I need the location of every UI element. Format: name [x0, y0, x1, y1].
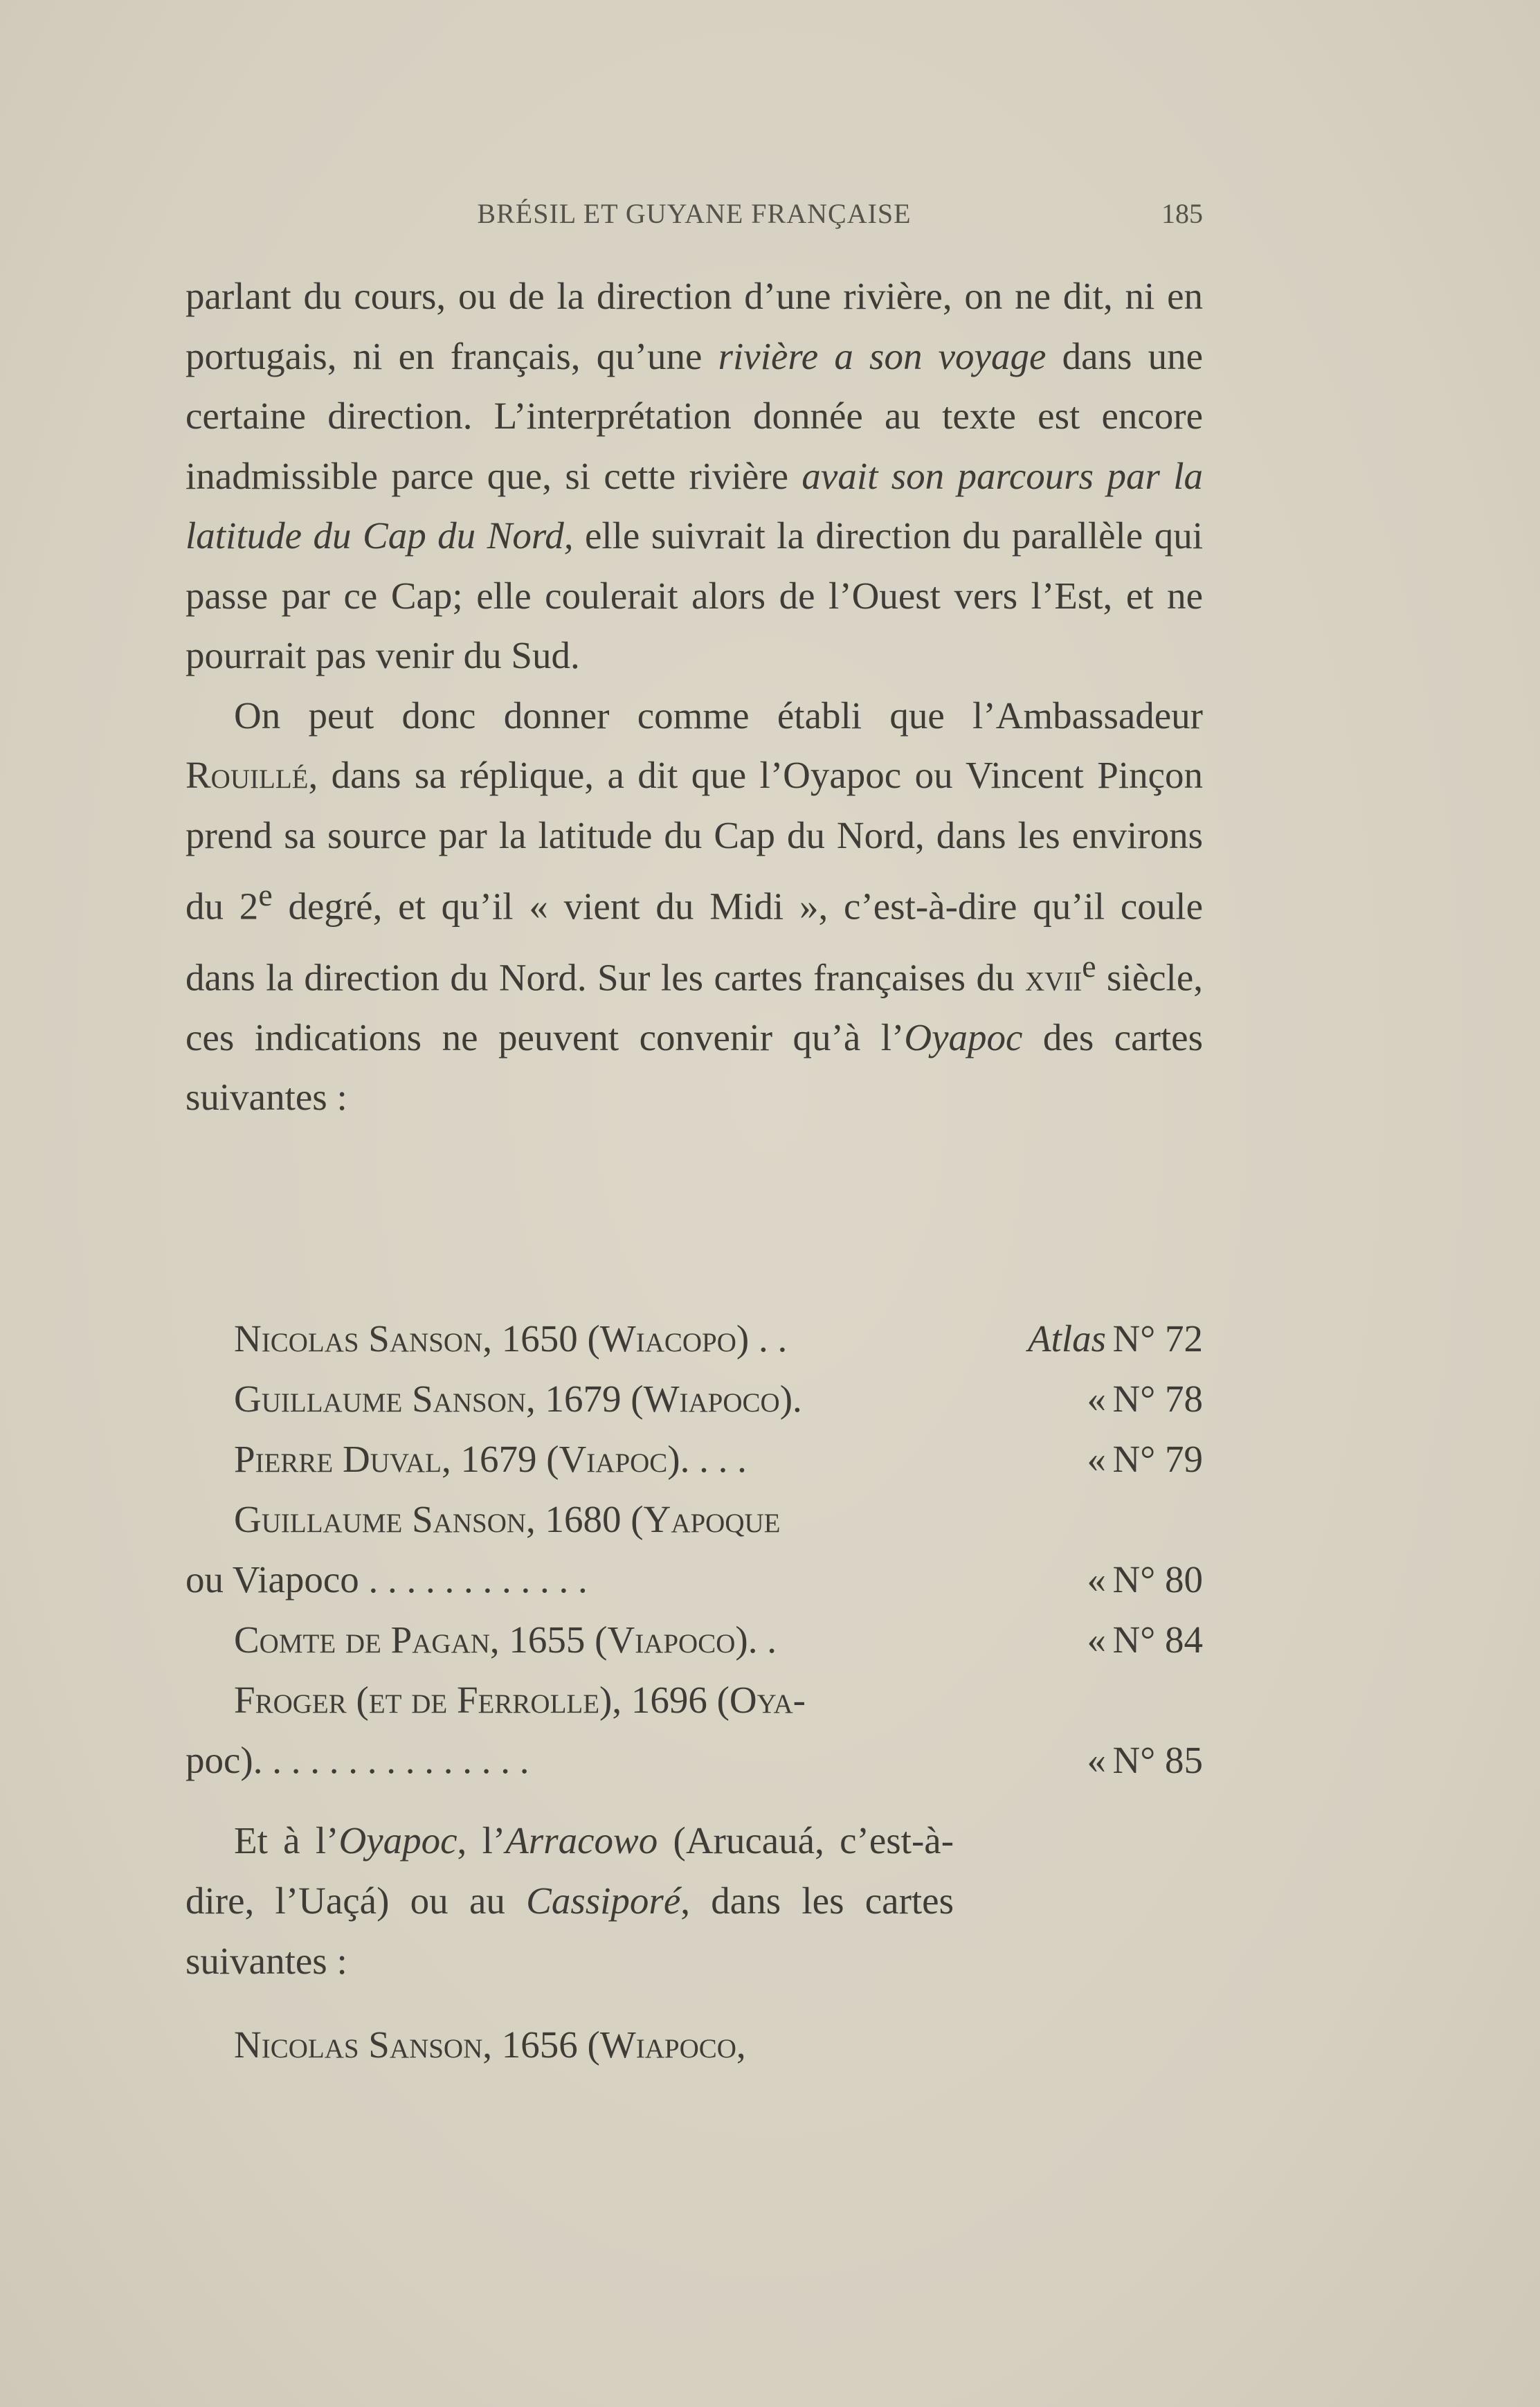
closing-paragraph: [185, 1810, 954, 1991]
paragraph-1-text-a: parlant du cours, ou de la direction d’une rivière, on ne dit, ni en portugais, ni en français, qu’une: [185, 275, 1203, 377]
ditto-mark: «: [1087, 1378, 1106, 1420]
final-entry: Nicolas Sanson, 1656 (Wiapoco,: [234, 2023, 746, 2066]
paragraph-3-text-a: Et à l’: [234, 1819, 339, 1861]
map-entry: Froger (et de Ferrolle), 1696 (Oya-: [234, 1679, 806, 1721]
page-header: [185, 197, 1203, 239]
superscript-e-1: e: [258, 877, 273, 912]
ditto-mark: «: [1087, 1739, 1106, 1781]
century-numeral: xvii: [1024, 956, 1082, 999]
paragraph-3-text-d: , dans les cartes suivantes :: [185, 1879, 954, 1982]
paragraph-3-italic-2: Arracowo: [505, 1819, 658, 1861]
map-entry: Guillaume Sanson, 1680 (Yapoque: [234, 1498, 781, 1540]
paragraph-2-italic: Oyapoc: [904, 1016, 1023, 1058]
list-item: [185, 1549, 1203, 1610]
atlas-number: N° 79: [1112, 1438, 1203, 1480]
ditto-mark: «: [1087, 1558, 1106, 1601]
list-item: [185, 1429, 1203, 1489]
paragraph-3: [185, 1810, 954, 1991]
atlas-number: N° 78: [1112, 1378, 1203, 1420]
list-item: [185, 1369, 1203, 1429]
paragraph-3-italic-3: Cassiporé: [526, 1879, 681, 1922]
paragraph-2-text-c: degré, et qu’il « vient du Midi », c’est-à-dire qu’il coule dans la direction du Nord. Sur les cartes françaises du: [185, 885, 1203, 999]
paragraph-1-text-b: dans une certaine direction. L’interprétation donnée au texte est encore inadmissible parce que, si cette rivière: [185, 334, 1203, 497]
map-entry: Comte de Pagan, 1655 (Viapoco). .: [234, 1619, 777, 1661]
ditto-mark: «: [1087, 1619, 1106, 1661]
paragraph-1: [185, 267, 1203, 686]
paragraph-2-text-b: , dans sa réplique, a dit que l’Oyapoc ou Vincent Pinçon prend sa source par la latitude du Cap du Nord, dans les environs du 2: [185, 754, 1203, 928]
paragraph-1-text-c: elle suivrait la direction du parallèle qui passe par ce Cap; elle coulerait alors de l’Ouest vers l’Est, et ne pourrait pas venir du Sud.: [185, 514, 1203, 676]
map-entry: ou Viapoco . . . . . . . . . . . .: [185, 1558, 588, 1601]
ditto-mark: «: [1087, 1438, 1106, 1480]
map-entry: Nicolas Sanson, 1650 (Wiacopo) . .: [234, 1317, 788, 1360]
atlas-number: N° 72: [1112, 1317, 1203, 1360]
name-rouille: Rouillé: [185, 754, 309, 796]
list-item: [185, 1610, 1203, 1670]
list-item: [185, 1670, 1203, 1730]
paragraph-1-italic-2: avait son parcours par la latitude du Cap du Nord,: [185, 454, 1203, 557]
list-item: [185, 1308, 1203, 1369]
paragraph-2: [185, 686, 1203, 1128]
running-head: BRÉSIL ET GUYANE FRANÇAISE: [477, 198, 912, 229]
body-text: [185, 267, 1203, 1128]
paragraph-2-text-d: siècle, ces indications ne peuvent convenir qu’à l’: [185, 956, 1203, 1058]
map-entry: poc). . . . . . . . . . . . . . .: [185, 1739, 529, 1781]
atlas-number: N° 84: [1112, 1619, 1203, 1661]
map-entry: Guillaume Sanson, 1679 (Wiapoco).: [234, 1378, 802, 1420]
paragraph-3-text-c: (Arucauá, c’est-à-dire, l’Uaçá) ou au: [185, 1819, 954, 1922]
paragraph-2-text-a: On peut donc donner comme établi que l’Ambassadeur: [234, 694, 1203, 737]
atlas-number: N° 80: [1112, 1558, 1203, 1601]
list-item: [185, 1730, 1203, 1790]
map-entry: Pierre Duval, 1679 (Viapoc). . . .: [234, 1438, 747, 1480]
list-item: [185, 1489, 1203, 1549]
paragraph-2-text-e: des cartes suivantes :: [185, 1016, 1203, 1119]
paragraph-3-italic-1: Oyapoc: [338, 1819, 458, 1861]
atlas-label: Atlas: [1027, 1317, 1106, 1360]
page-number: 185: [1161, 198, 1203, 229]
map-list: [185, 1308, 1203, 1790]
superscript-e-2: e: [1082, 948, 1096, 984]
paragraph-1-italic-1: rivière a son voyage: [718, 334, 1047, 377]
paragraph-3-text-b: , l’: [457, 1819, 506, 1861]
atlas-number: N° 85: [1112, 1739, 1203, 1781]
